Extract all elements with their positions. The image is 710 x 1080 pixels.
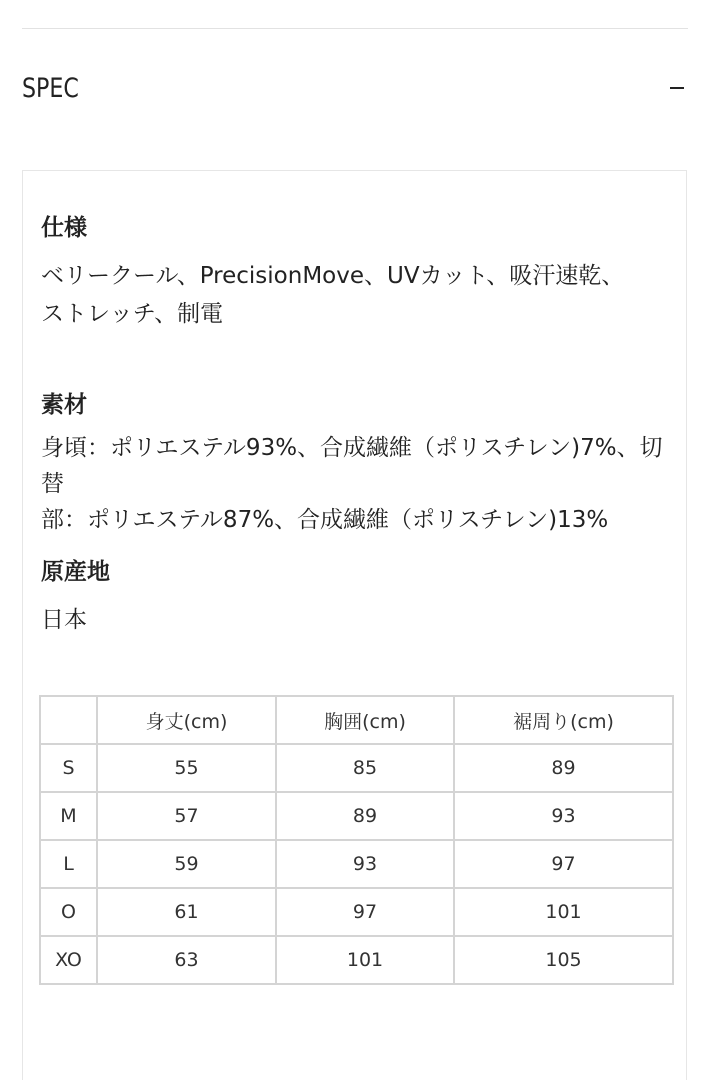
size-cell: L: [40, 840, 97, 888]
top-divider: [22, 28, 688, 29]
table-row: [40, 840, 673, 888]
table-row: [40, 792, 673, 840]
chest-cell: 93: [276, 840, 454, 888]
size-cell: O: [40, 888, 97, 936]
length-cell: 55: [97, 744, 276, 792]
hem-cell: 93: [454, 792, 673, 840]
features-text: ベリークール、PrecisionMove、UVカット、吸汗速乾、 ストレッチ、制電: [41, 263, 625, 327]
length-cell: 59: [97, 840, 276, 888]
spec-title: SPEC: [22, 72, 79, 104]
minus-icon[interactable]: [670, 87, 684, 89]
hem-cell: 101: [454, 888, 673, 936]
length-cell: 63: [97, 936, 276, 984]
chest-cell: 85: [276, 744, 454, 792]
hem-cell: 105: [454, 936, 673, 984]
length-cell: 57: [97, 792, 276, 840]
origin-section: [41, 557, 671, 639]
length-column-header: 身丈(cm): [97, 696, 276, 744]
size-column-header: [40, 696, 97, 744]
size-table-header-row: [40, 696, 673, 744]
hem-cell: 97: [454, 840, 673, 888]
spec-panel: [22, 170, 687, 1080]
chest-cell: 89: [276, 792, 454, 840]
size-cell: XO: [40, 936, 97, 984]
material-text: 身頃：ポリエステル93%、合成繊維（ポリスチレン)7%、切替 部：ポリエステル87%、合成繊維（ポリスチレン)13%: [41, 435, 663, 533]
table-row: [40, 744, 673, 792]
features-heading: 仕様: [41, 215, 87, 241]
table-row: [40, 936, 673, 984]
table-row: [40, 888, 673, 936]
material-heading: 素材: [41, 392, 87, 418]
hem-cell: 89: [454, 744, 673, 792]
length-cell: 61: [97, 888, 276, 936]
chest-cell: 101: [276, 936, 454, 984]
features-section: [41, 213, 671, 333]
hem-column-header: 裾周り(cm): [454, 696, 673, 744]
chest-column-header: 胸囲(cm): [276, 696, 454, 744]
origin-heading: 原産地: [41, 559, 110, 585]
size-cell: M: [40, 792, 97, 840]
material-section: [41, 390, 671, 538]
chest-cell: 97: [276, 888, 454, 936]
spec-accordion-header[interactable]: [22, 68, 688, 108]
size-table: [39, 695, 674, 985]
size-cell: S: [40, 744, 97, 792]
origin-text: 日本: [41, 607, 87, 633]
